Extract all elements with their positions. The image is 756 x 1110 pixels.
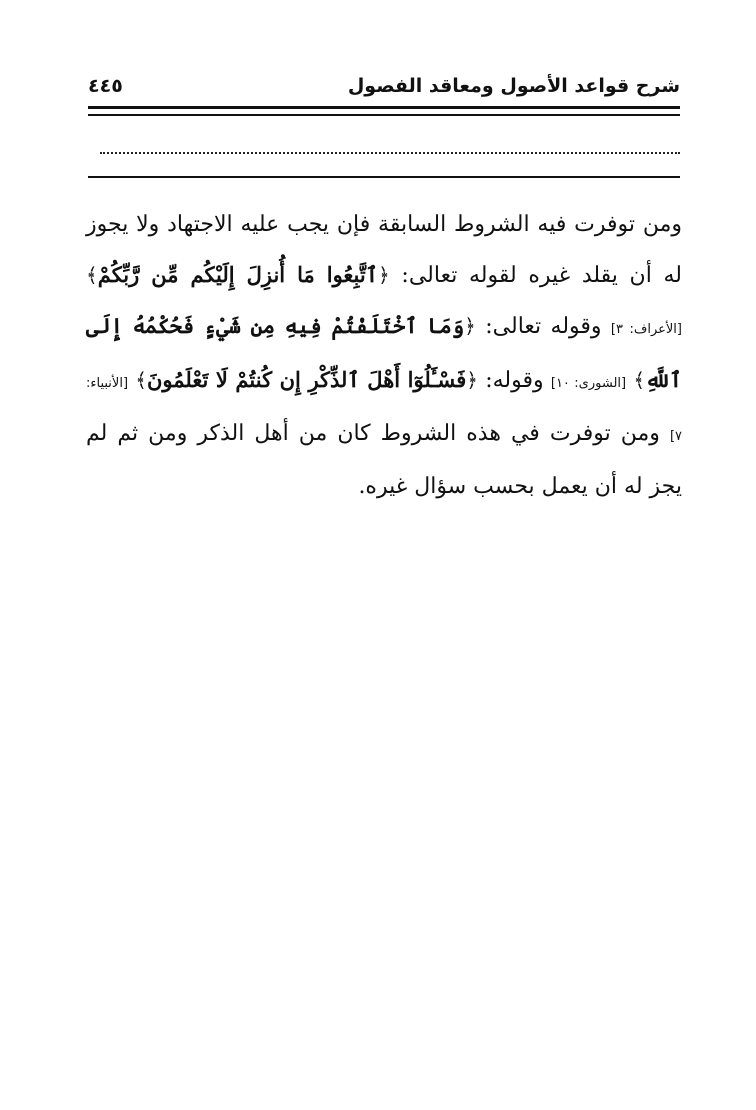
header-rule-bottom bbox=[88, 114, 680, 116]
body-text-3: وقوله: bbox=[477, 368, 551, 393]
body-text-2: وقوله تعالى: bbox=[475, 314, 611, 339]
page-number: ٤٤٥ bbox=[88, 75, 123, 97]
verse-reference-1: [الأعراف: ٣] bbox=[610, 322, 682, 337]
quran-bracket-close-2: ﴾ bbox=[633, 368, 646, 392]
quran-bracket-open-1: ﴿ bbox=[378, 263, 390, 287]
body-text-4: ومن توفرت في هذه الشروط كان من أهل الذكر ومن ثم لم يجز له أن يعمل بحسب سؤال غيره. bbox=[86, 421, 682, 499]
header-rule-top bbox=[88, 106, 680, 109]
quran-verse-1: ٱتَّبِعُوا مَا أُنزِلَ إِلَيْكُم مِّن رَّبِّكُمْ bbox=[97, 262, 379, 287]
running-title: شرح قواعد الأصول ومعاقد الفصول bbox=[347, 75, 680, 97]
dotted-continuation-line bbox=[100, 136, 680, 154]
body-paragraph bbox=[86, 200, 682, 512]
quran-bracket-open-3: ﴿ bbox=[466, 368, 478, 392]
verse-reference-3: [الأنبياء: ٧] bbox=[86, 376, 682, 444]
quran-bracket-close-1: ﴾ bbox=[86, 263, 98, 287]
section-separator bbox=[88, 176, 680, 178]
quran-verse-3: فَسْـَٔلُوٓا أَهْلَ ٱلذِّكْرِ إِن كُنتُمْ لَا تَعْلَمُونَ bbox=[146, 367, 467, 392]
verse-reference-2: [الشورى: ١٠] bbox=[550, 376, 627, 391]
quran-bracket-open-2: ﴿ bbox=[464, 314, 476, 338]
quran-verse-2: وَمَا ٱخْتَلَفْتُمْ فِيهِ مِن شَيْءٍ فَحُكْمُهُ إِلَى ٱللَّهِ bbox=[86, 313, 682, 392]
body-text-1: ومن توفرت فيه الشروط السابقة فإن يجب عليه الاجتهاد ولا يجوز له أن يقلد غيره لقوله تعالى: bbox=[86, 212, 682, 288]
page-header bbox=[88, 68, 680, 104]
quran-bracket-close-3: ﴾ bbox=[135, 368, 147, 392]
